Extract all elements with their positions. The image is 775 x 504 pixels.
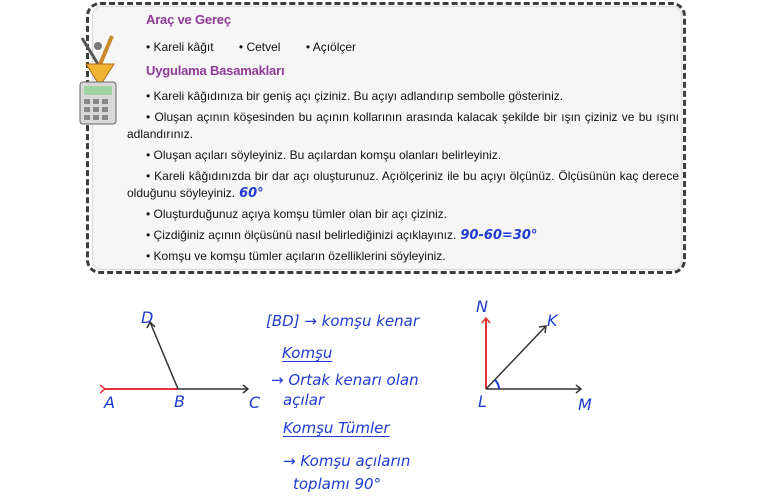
handwritten-answer: 90-60=30° xyxy=(460,228,538,243)
point-n-label: N xyxy=(476,297,488,316)
note-line: → Ortak kenarı olan xyxy=(271,371,419,389)
step-item: • Oluşturduğunuz açıya komşu tümler olan bir açı çiziniz. xyxy=(146,207,447,221)
tool-item: • Cetvel xyxy=(238,40,281,54)
note-heading: Komşu xyxy=(282,344,333,362)
note-line: [BD] → komşu kenar xyxy=(266,312,419,330)
point-b-label: B xyxy=(174,392,185,411)
note-heading: Komşu Tümler xyxy=(283,419,390,437)
point-l-label: L xyxy=(478,392,487,411)
note-line: açılar xyxy=(283,391,325,409)
ray-lk xyxy=(486,326,546,389)
steps-heading: Uygulama Basamakları xyxy=(146,63,285,78)
point-d-label: D xyxy=(141,308,154,327)
step-item: • Komşu ve komşu tümler açıların özelliklerini söyleyiniz. xyxy=(146,249,446,263)
note-line: → Komşu açıların xyxy=(283,452,411,470)
note-line: toplamı 90° xyxy=(293,475,382,493)
point-c-label: C xyxy=(249,393,261,412)
tool-item: • Açıölçer xyxy=(305,40,357,54)
step-item: • Çizdiğiniz açının ölçüsünü nasıl belirlediğinizi açıklayınız. 90-60=30° xyxy=(146,228,538,243)
point-k-label: K xyxy=(547,311,558,330)
step-item: • Kareli kâğıdınıza bir geniş açı çiziniz. Bu açıyı adlandırıp sembolle gösteriniz. xyxy=(146,89,564,103)
tools-heading: Araç ve Gereç xyxy=(146,12,231,27)
angle-arc xyxy=(495,380,499,389)
point-m-label: M xyxy=(578,395,592,414)
step-item: • Oluşan açının köşesinden bu açının kollarının arasında kalacak şekilde bir ışın çiziniz ve bu ışını adlandırınız. xyxy=(127,110,679,141)
handwritten-answer: 60° xyxy=(239,186,264,201)
point-a-label: A xyxy=(104,393,115,412)
step-item: • Oluşan açıları söyleyiniz. Bu açılardan komşu olanları belirleyiniz. xyxy=(146,148,502,162)
step-item: • Kareli kâğıdınızda bir dar açı oluşturunuz. Açıölçeriniz ile bu açıyı ölçünüz. Ölçüsünün kaç derece olduğunu söyleyiniz. 60° xyxy=(127,169,679,201)
ray-bd xyxy=(150,322,178,389)
tool-item: • Kareli kâğıt xyxy=(146,40,214,54)
